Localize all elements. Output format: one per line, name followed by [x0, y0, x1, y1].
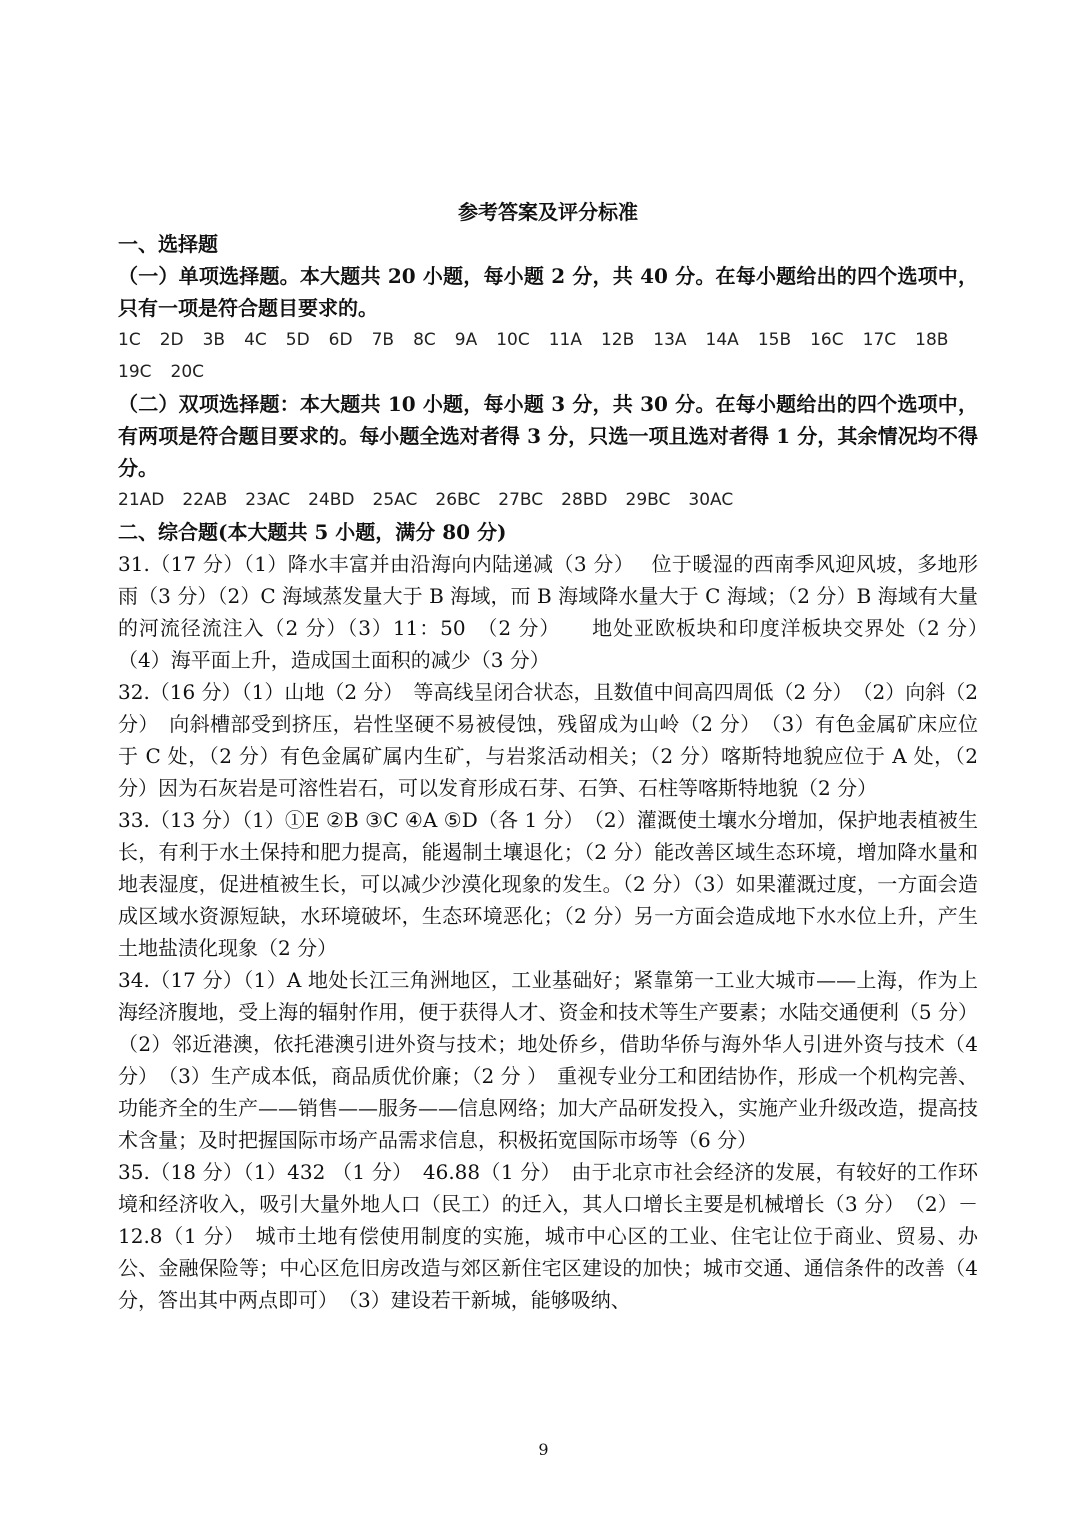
question-31-answer: 31.（17 分）（1）降水丰富并由沿海向内陆递减（3 分） 位于暖湿的西南季风迎风坡，多地形雨（3 分）（2）C 海域蒸发量大于 B 海域，而 B 海域降水量大于 C 海域；（2 分）B 海域有大量的河流径流注入（2 分）（3）11：50 （2 分） 地处亚欧板块和印度洋板块交界处（2 分） （4）海平面上升，造成国土面积的减少（3 分）	[118, 552, 998, 672]
double-choice-answer-5: 25AC	[372, 490, 418, 510]
single-choice-answer-3: 3B	[202, 330, 226, 350]
double-choice-answer-1: 21AD	[118, 490, 165, 510]
question-32-answer: 32.（16 分）（1）山地（2 分） 等高线呈闭合状态，且数值中间高四周低（2 分） （2）向斜（2 分） 向斜槽部受到挤压，岩性坚硬不易被侵蚀，残留成为山岭（2 分） （3）有色金属矿床应位于 C 处，（2 分）有色金属矿属内生矿，与岩浆活动相关；（2 分）喀斯特地貌应位于 A 处，（2 分）因为石灰岩是可溶性岩石，可以发育形成石芽、石笋、石柱等喀斯特地貌（2 分）	[118, 680, 978, 800]
single-choice-answer-1: 1C	[118, 330, 141, 350]
double-choice-answer-9: 29BC	[625, 490, 671, 510]
answer-page	[118, 196, 998, 1316]
double-choice-answer-3: 23AC	[245, 490, 291, 510]
page-title: 参考答案及评分标准	[458, 200, 638, 224]
part1-answer-list	[118, 324, 978, 388]
question-33-answer: 33.（13 分）（1）①E ②B ③C ④A ⑤D（各 1 分） （2）灌溉使土壤水分增加，保护地表植被生长，有利于水土保持和肥力提高，能遏制土壤退化；（2 分）能改善区域生态环境，增加降水量和地表湿度，促进植被生长，可以减少沙漠化现象的发生。（2 分）（3）如果灌溉过度，一方面会造成区域水资源短缺，水环境破坏，生态环境恶化；（2 分）另一方面会造成地下水水位上升，产生土地盐渍化现象（2 分）	[118, 808, 978, 960]
single-choice-answer-10: 10C	[496, 330, 530, 350]
single-choice-answer-9: 9A	[454, 330, 478, 350]
page-number: 9	[538, 1440, 549, 1459]
single-choice-answer-11: 11A	[548, 330, 582, 350]
double-choice-answer-10: 30AC	[688, 490, 734, 510]
single-choice-answer-14: 14A	[705, 330, 739, 350]
part2-instructions: （二）双项选择题：本大题共 10 小题，每小题 3 分，共 30 分。在每小题给出的四个选项中，有两项是符合题目要求的。每小题全选对者得 3 分，只选一项且选对者得 1 分，其余情况均不得分。	[118, 392, 978, 480]
question-35-answer: 35.（18 分）（1）432 （1 分） 46.88（1 分） 由于北京市社会经济的发展，有较好的工作环境和经济收入，吸引大量外地人口（民工）的迁入，其人口增长主要是机械增长（3 分） （2）－12.8（1 分） 城市土地有偿使用制度的实施，城市中心区的工业、住宅让位于商业、贸易、办公、金融保险等；中心区危旧房改造与郊区新住宅区建设的加快；城市交通、通信条件的改善（4 分，答出其中两点即可） （3）建设若干新城，能够吸纳、	[118, 1160, 978, 1312]
single-choice-answer-8: 8C	[413, 330, 436, 350]
question-34-answer: 34.（17 分）（1）A 地处长江三角洲地区，工业基础好；紧靠第一工业大城市——上海，作为上海经济腹地，受上海的辐射作用，便于获得人才、资金和技术等生产要素；水陆交通便利（5 分）（2）邻近港澳，依托港澳引进外资与技术；地处侨乡，借助华侨与海外华人引进外资与技术（4 分） （3）生产成本低，商品质优价廉；（2 分 ） 重视专业分工和团结协作，形成一个机构完善、功能齐全的生产——销售——服务——信息网络；加大产品研发投入，实施产业升级改造，提高技术含量；及时把握国际市场产品需求信息，积极拓宽国际市场等（6 分）	[118, 968, 978, 1152]
double-choice-answer-7: 27BC	[498, 490, 544, 510]
single-choice-answer-2: 2D	[159, 330, 184, 350]
part1-instructions: （一）单项选择题。本大题共 20 小题，每小题 2 分，共 40 分。在每小题给出的四个选项中，只有一项是符合题目要求的。	[118, 264, 978, 320]
single-choice-answer-19: 19C	[118, 362, 152, 382]
single-choice-answer-7: 7B	[371, 330, 395, 350]
double-choice-answer-8: 28BD	[561, 490, 608, 510]
section1-heading: 一、选择题	[118, 232, 218, 256]
single-choice-answer-13: 13A	[653, 330, 687, 350]
part2-answer-list	[118, 484, 978, 516]
single-choice-answer-12: 12B	[600, 330, 635, 350]
single-choice-answer-6: 6D	[328, 330, 353, 350]
single-choice-answer-17: 17C	[862, 330, 897, 350]
single-choice-answer-5: 5D	[285, 330, 310, 350]
section2-heading: 二、综合题(本大题共 5 小题，满分 80 分)	[118, 520, 507, 544]
single-choice-answer-20: 20C	[170, 362, 205, 382]
single-choice-answer-4: 4C	[244, 330, 267, 350]
single-choice-answer-16: 16C	[810, 330, 844, 350]
single-choice-answer-18: 18B	[915, 330, 949, 350]
single-choice-answer-15: 15B	[757, 330, 792, 350]
double-choice-answer-4: 24BD	[308, 490, 355, 510]
double-choice-answer-6: 26BC	[435, 490, 481, 510]
double-choice-answer-2: 22AB	[182, 490, 228, 510]
